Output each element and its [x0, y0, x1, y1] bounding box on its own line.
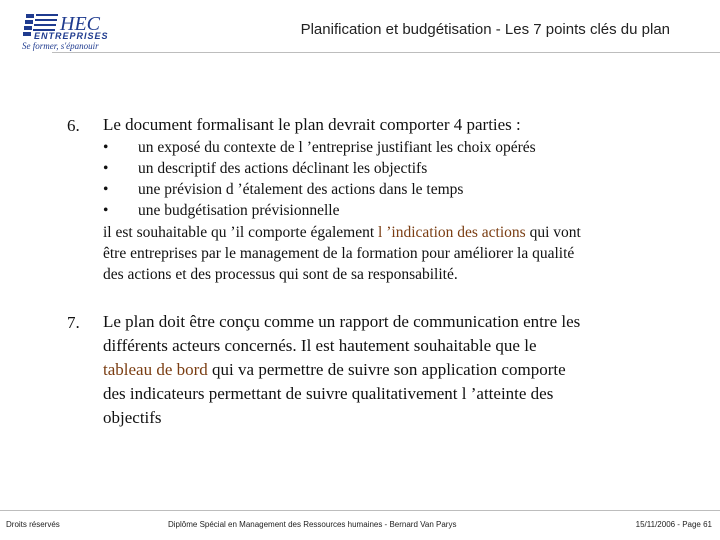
svg-text:ENTREPRISES: ENTREPRISES — [34, 31, 109, 41]
item-6-paragraph: il est souhaitable qu ’il comporte également l ’indication des actions qui vont être entreprises par le management de la formation pour améliorer la qualité des actions et des processus qui sont de sa responsabilité. — [103, 224, 581, 283]
bullet-item: • une budgétisation prévisionnelle — [103, 202, 340, 219]
footer-rights: Droits réservés — [6, 520, 60, 529]
svg-text:Se former, s'épanouir: Se former, s'épanouir — [22, 41, 99, 51]
hec-logo-mark — [22, 12, 134, 52]
page-header-title: Planification et budgétisation - Les 7 points clés du plan — [300, 21, 670, 38]
item-7-paragraph: Le plan doit être conçu comme un rapport de communication entre les différents acteurs concernés. Il est hautement souhaitable que le tableau de bord qui va permettre de suivre son application comporte des indicateurs permettant de suivre qualitativement l ’atteinte des objectifs — [103, 312, 581, 427]
highlight-tableau-de-bord: tableau de bord — [103, 360, 208, 379]
item-7-number: 7. — [67, 313, 80, 332]
highlight-indication-actions: l ’indication des actions — [378, 224, 526, 241]
bullet-item: • un exposé du contexte de l ’entreprise justifiant les choix opérés — [103, 139, 536, 156]
bullet-item: • une prévision d ’étalement des actions dans le temps — [103, 181, 464, 198]
footer-date-page: 15/11/2006 - Page 61 — [635, 520, 712, 529]
header-divider — [52, 52, 720, 53]
hec-logo — [22, 12, 134, 52]
bullet-item: • un descriptif des actions déclinant les objectifs — [103, 160, 428, 177]
svg-text:HEC: HEC — [60, 13, 100, 35]
footer-divider — [0, 510, 720, 511]
item-6-number: 6. — [67, 116, 80, 135]
footer-course: Diplôme Spécial en Management des Ressources humaines - Bernard Van Parys — [168, 520, 457, 529]
item-6-lead: Le document formalisant le plan devrait comporter 4 parties : — [103, 115, 521, 134]
